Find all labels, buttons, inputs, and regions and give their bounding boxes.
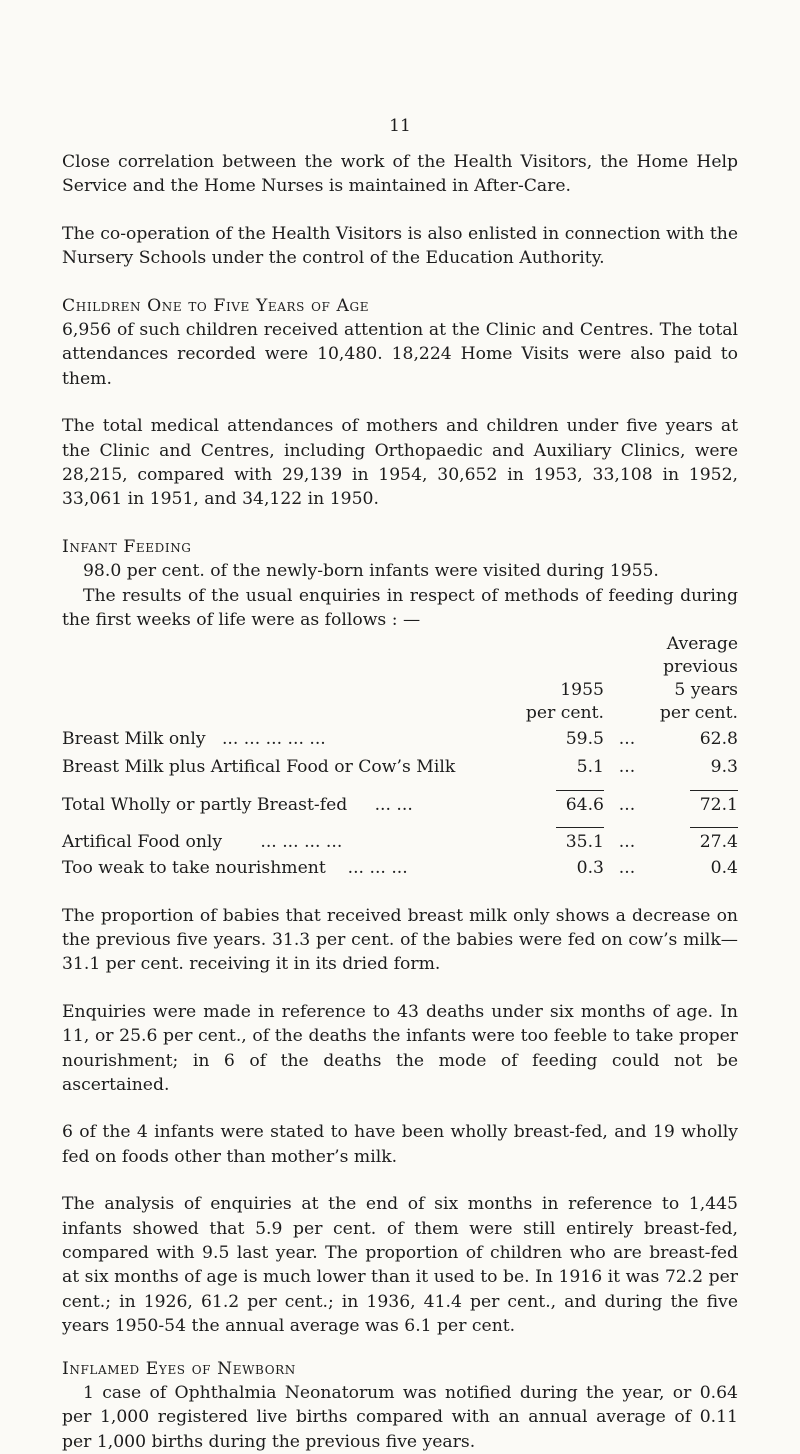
page-number: 11 — [389, 116, 411, 136]
document-body — [62, 150, 738, 1454]
row-separator: ... — [618, 857, 636, 878]
paragraph-six-months-analysis: The analysis of enquiries at the end of six months in reference to 1,445 infants showed that 5.9 per cent. of them were still entirely breast-fed, compared with 9.5 last year. The proportion of children who are breast-fed at six months of age is much lower than it used to be. In 1916 it was 72.2 per cent.; in 1926, 61.2 per cent.; in 1936, 41.4 per cent., and during the five years 1950-54 the annual average was 6.1 per cent. — [62, 1194, 738, 1337]
row-value-1955: 5.1 — [576, 756, 604, 777]
row-value-average: 27.4 — [699, 831, 738, 852]
header-per-cent-1955: per cent. — [525, 702, 604, 723]
table-rule — [62, 818, 738, 829]
row-separator: ... — [618, 794, 636, 815]
row-leader: ... ... ... ... — [260, 831, 343, 852]
subtotal-rule — [690, 790, 738, 791]
row-label: Breast Milk only — [62, 728, 206, 749]
paragraph-visited: 98.0 per cent. of the newly-born infants were visited during 1955. — [83, 561, 659, 582]
row-value-average: 9.3 — [710, 756, 738, 777]
row-leader: ... ... ... — [347, 857, 408, 878]
row-value-average: 72.1 — [699, 794, 738, 815]
subtotal-rule — [690, 827, 738, 828]
paragraph-children-attendances: 6,956 of such children received attention at the Clinic and Centres. The total attendances recorded were 10,480. 18,224 Home Visits were also paid to them. — [62, 320, 738, 389]
row-value-1955: 64.6 — [565, 794, 604, 815]
row-separator: ... — [618, 728, 636, 749]
subtotal-rule — [556, 790, 604, 791]
row-value-1955: 59.5 — [565, 728, 604, 749]
header-5-years: 5 years — [674, 679, 738, 700]
table-row — [62, 829, 738, 855]
row-value-1955: 0.3 — [576, 857, 604, 878]
row-value-1955: 35.1 — [565, 831, 604, 852]
header-previous: previous — [663, 656, 738, 677]
paragraph-after-care: Close correlation between the work of the Health Visitors, the Home Help Service and the Home Nurses is maintained in After-Care. — [62, 152, 738, 197]
row-value-average: 62.8 — [699, 728, 738, 749]
paragraph-proportion: The proportion of babies that received breast milk only shows a decrease on the previous five years. 31.3 per cent. of the babies were fed on cow’s milk—31.1 per cent. receiving it in its dried form. — [62, 905, 738, 975]
table-row — [62, 792, 738, 818]
paragraph-enquiries-intro: The results of the usual enquiries in respect of methods of feeding during the first weeks of life were as follows : — — [62, 585, 738, 631]
paragraph-breast-fed-deaths: 6 of the 4 infants were stated to have been wholly breast-fed, and 19 wholly fed on foods other than mother’s milk. — [62, 1122, 738, 1167]
row-label: Artifical Food only — [62, 831, 223, 852]
row-label: Total Wholly or partly Breast-fed — [62, 794, 348, 815]
row-leader: ... ... — [374, 794, 413, 815]
row-label: Too weak to take nourishment — [62, 857, 326, 878]
heading-infant-feeding: Infant Feeding — [62, 536, 192, 557]
header-average: Average — [666, 633, 738, 654]
row-label: Breast Milk plus Artifical Food or Cow’s Milk — [62, 756, 456, 777]
heading-inflamed-eyes: Inflamed Eyes of Newborn — [62, 1358, 296, 1379]
table-row — [62, 855, 738, 882]
feeding-table — [62, 633, 738, 882]
row-separator: ... — [618, 756, 636, 777]
paragraph-deaths-enquiries: Enquiries were made in reference to 43 deaths under six months of age. In 11, or 25.6 per cent., of the deaths the infants were too feeble to take proper nourishment; in 6 of the deaths the mode of feeding could not be ascertained. — [62, 1001, 738, 1095]
subtotal-rule — [556, 827, 604, 828]
row-separator: ... — [618, 831, 636, 852]
header-per-cent-avg: per cent. — [659, 702, 738, 723]
table-row — [62, 725, 738, 753]
row-value-average: 0.4 — [710, 857, 738, 878]
paragraph-nursery-schools: The co-operation of the Health Visitors is also enlisted in connection with the Nursery Schools under the control of the Education Authority. — [62, 223, 738, 269]
heading-children: Children One to Five Years of Age — [62, 295, 370, 316]
row-leader: ... ... ... ... ... — [221, 728, 326, 749]
table-row — [62, 753, 738, 781]
table-rule — [62, 781, 738, 792]
paragraph-ophthalmia: 1 case of Ophthalmia Neonatorum was notified during the year, or 0.64 per 1,000 registered live births compared with an annual average of 0.11 per 1,000 births during the previous five years. — [62, 1383, 738, 1452]
header-1955: 1955 — [560, 679, 604, 700]
paragraph-medical-attendances: The total medical attendances of mothers and children under five years at the Clinic and Centres, including Orthopaedic and Auxiliary Clinics, were 28,215, compared with 29,139 in 1954, 30,652 in 1953, 33,108 in 1952, 33,061 in 1951, and 34,122 in 1950. — [62, 416, 738, 510]
